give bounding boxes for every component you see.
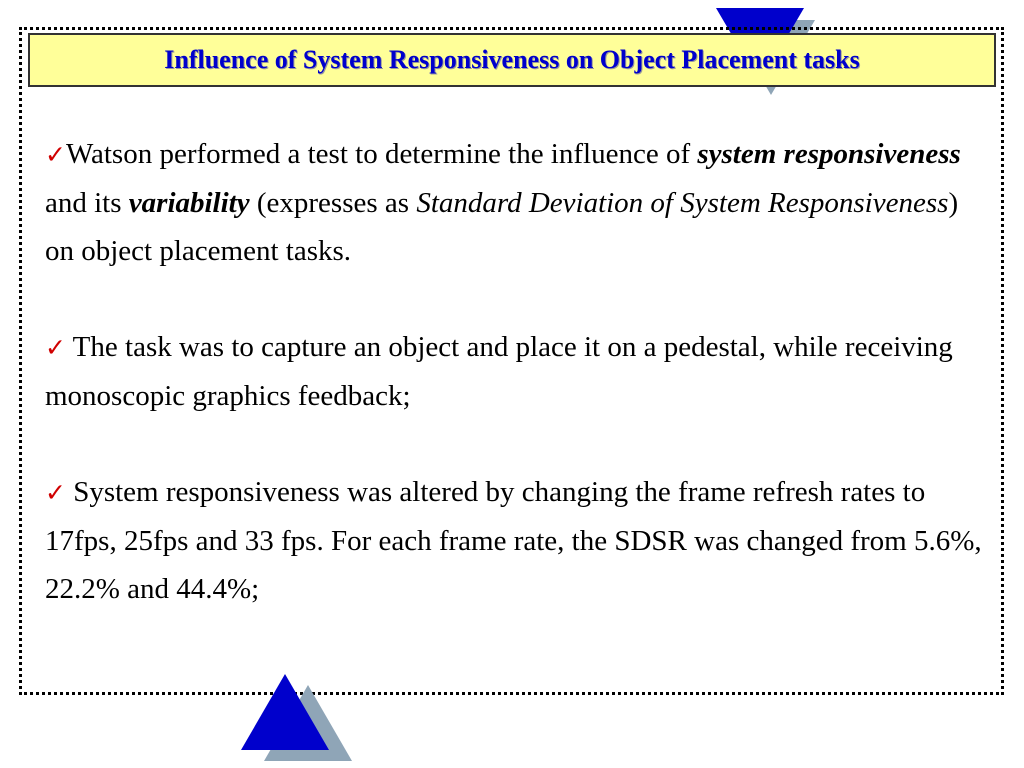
emphasis-text: variability: [128, 187, 250, 219]
title-box: [28, 33, 996, 87]
check-icon: ✓: [45, 333, 66, 362]
bullet-item: [45, 323, 985, 420]
bullet-text: and its: [45, 187, 129, 219]
slide-title: Influence of System Responsiveness on Object Placement tasks: [164, 45, 860, 74]
bullet-text: (expresses as: [249, 187, 417, 219]
italic-text: Standard Deviation of System Responsiveness: [416, 187, 949, 219]
bullet-text: ) on object placement tasks.: [45, 187, 959, 267]
check-icon: ✓: [45, 140, 66, 169]
bullet-text: The task was to capture an object and place it on a pedestal, while receiving monoscopic graphics feedback;: [45, 331, 953, 412]
triangle-up-icon: [241, 674, 329, 750]
check-icon: ✓: [45, 478, 66, 507]
bullet-text: Watson performed a test to determine the influence of: [65, 138, 698, 170]
bullet-item: [45, 130, 985, 275]
bullet-list: [45, 130, 985, 613]
bullet-item: [45, 468, 985, 613]
bullet-text: System responsiveness was altered by changing the frame refresh rates to 17fps, 25fps and 33 fps. For each frame rate, the SDSR was changed from 5.6%, 22.2% and 44.4%;: [45, 476, 982, 605]
emphasis-text: system responsiveness: [697, 138, 961, 170]
